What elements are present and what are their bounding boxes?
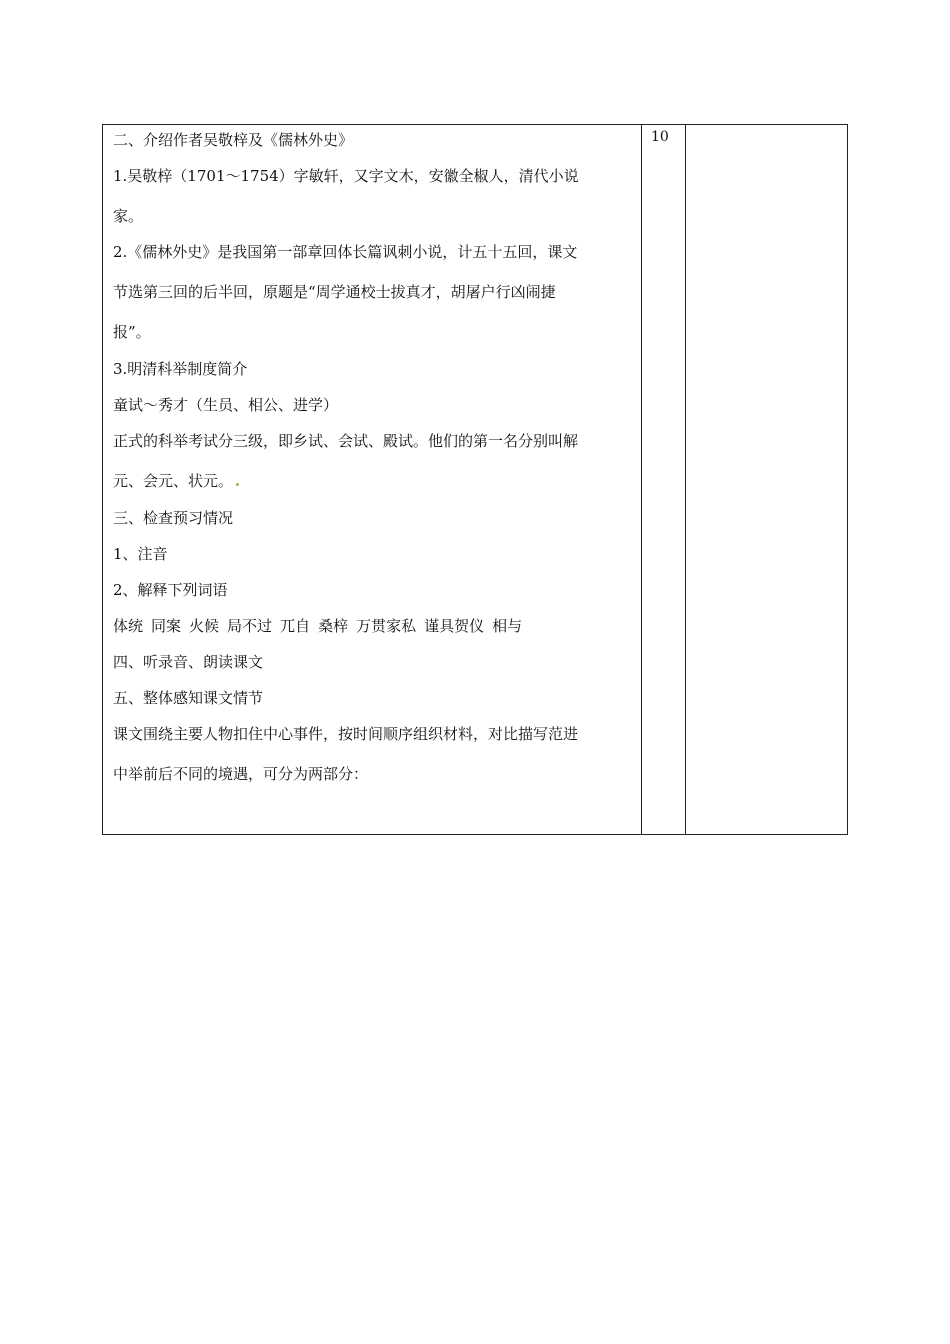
paragraph-line: 中举前后不同的境遇，可分为两部分：	[113, 765, 369, 783]
vocab-word: 桑梓	[318, 617, 349, 635]
time-cell	[642, 125, 686, 834]
subsection-heading: 3.明清科举制度简介	[113, 360, 248, 378]
paragraph-line: 报”。	[113, 323, 151, 341]
vocab-word: 兀自	[280, 617, 311, 635]
vocab-word: 体统	[113, 617, 144, 635]
section-heading: 三、检查预习情况	[113, 509, 234, 527]
lesson-plan-table	[102, 124, 848, 835]
vocabulary-list	[113, 615, 530, 637]
paragraph-line: 课文围绕主要人物扣住中心事件，按时间顺序组织材料，对比描写范进	[113, 725, 579, 743]
section-heading: 五、整体感知课文情节	[113, 689, 264, 707]
vocab-word: 火候	[189, 617, 220, 635]
paragraph-line: 2.《儒林外史》是我国第一部章回体长篇讽刺小说，计五十五回，课文	[113, 243, 578, 261]
paragraph-line	[113, 470, 239, 492]
vocab-word: 谨具贺仪	[424, 617, 485, 635]
list-item: 1、注音	[113, 545, 168, 563]
paragraph-line: 节选第三回的后半回，原题是“周学通校士拔真才，胡屠户行凶闹捷	[113, 283, 556, 301]
notes-cell	[686, 125, 847, 834]
time-value: 10	[651, 129, 669, 145]
vocab-word: 局不过	[227, 617, 273, 635]
stray-mark	[236, 483, 239, 486]
list-item: 2、解释下列词语	[113, 581, 228, 599]
section-heading: 四、听录音、朗读课文	[113, 653, 264, 671]
paragraph-line: 童试～秀才（生员、相公、进学）	[113, 396, 339, 414]
content-cell	[103, 125, 642, 834]
paragraph-line: 1.吴敬梓（1701～1754）字敏轩，又字文木，安徽全椒人，清代小说	[113, 167, 579, 185]
vocab-word: 同案	[151, 617, 182, 635]
paragraph-text: 元、会元、状元。	[113, 472, 234, 490]
vocab-word: 万贯家私	[356, 617, 417, 635]
section-heading: 二、介绍作者吴敬梓及《儒林外史》	[113, 131, 354, 149]
vocab-word: 相与	[492, 617, 523, 635]
paragraph-line: 正式的科举考试分三级，即乡试、会试、殿试。他们的第一名分别叫解	[113, 432, 579, 450]
paragraph-line: 家。	[113, 207, 144, 225]
